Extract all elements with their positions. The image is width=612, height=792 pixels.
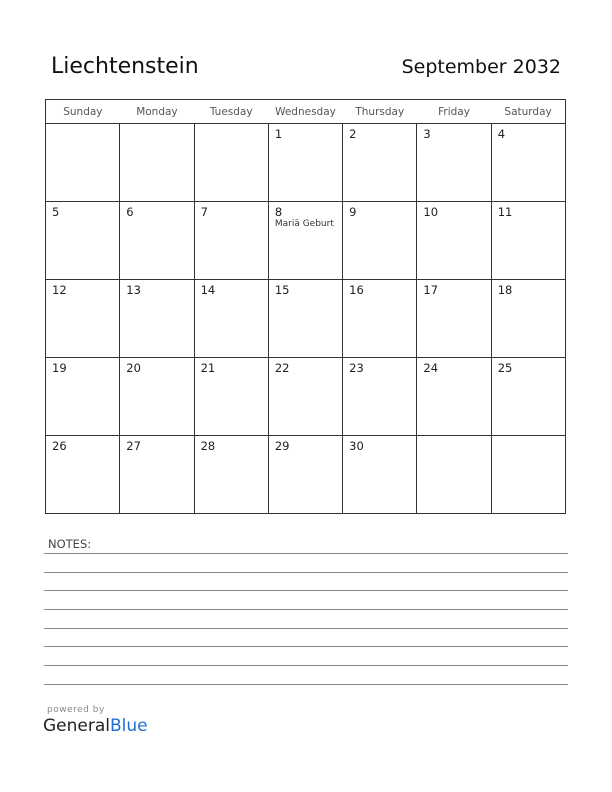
- note-line: [44, 646, 568, 647]
- day-number: 28: [200, 439, 216, 453]
- day-cell: [46, 202, 120, 280]
- country-title: Liechtenstein: [51, 54, 199, 79]
- day-cell: [268, 202, 342, 280]
- note-line: [44, 609, 568, 610]
- day-cell: [194, 436, 268, 514]
- weekday-header: Sunday: [46, 100, 120, 124]
- weekday-header-row: [46, 100, 566, 124]
- day-number: 7: [200, 205, 208, 219]
- note-line: [44, 553, 568, 554]
- day-cell: [194, 358, 268, 436]
- day-cell: [343, 358, 417, 436]
- day-cell: [120, 124, 194, 202]
- day-cell: [417, 124, 491, 202]
- day-cell: [268, 358, 342, 436]
- weekday-header: Monday: [120, 100, 194, 124]
- weekday-header: Thursday: [343, 100, 417, 124]
- week-row: [46, 124, 566, 202]
- day-number: 13: [126, 283, 141, 297]
- day-cell: [268, 124, 342, 202]
- day-number: 4: [497, 127, 506, 141]
- day-cell: [46, 124, 120, 202]
- day-number: 22: [274, 361, 290, 375]
- day-number: 8: [274, 205, 283, 219]
- day-cell: [417, 202, 491, 280]
- day-number: 20: [126, 361, 141, 375]
- day-cell: [46, 436, 120, 514]
- day-cell: [46, 280, 120, 358]
- day-cell: [46, 358, 120, 436]
- weekday-header: Wednesday: [268, 100, 342, 124]
- note-line: [44, 684, 568, 685]
- day-number: 17: [423, 283, 439, 297]
- day-cell: [268, 436, 342, 514]
- day-number: 9: [349, 205, 357, 219]
- day-number: 19: [52, 361, 67, 375]
- holiday-label: Mariä Geburt: [274, 219, 334, 229]
- day-cell: [491, 202, 565, 280]
- day-number: 2: [349, 127, 357, 141]
- day-number: 29: [274, 439, 290, 453]
- day-number: 10: [423, 205, 439, 219]
- day-cell: [491, 124, 565, 202]
- week-row: [46, 436, 566, 514]
- day-number: 27: [126, 439, 141, 453]
- day-cell: [491, 358, 565, 436]
- note-line: [44, 628, 568, 629]
- day-number: 25: [497, 361, 513, 375]
- day-number: 1: [274, 127, 283, 141]
- day-number: 5: [52, 205, 60, 219]
- weekday-header: Tuesday: [194, 100, 268, 124]
- day-cell: [417, 280, 491, 358]
- day-cell: [417, 436, 491, 514]
- month-year-title: September 2032: [401, 56, 561, 78]
- day-number: 14: [200, 283, 216, 297]
- day-cell: [491, 280, 565, 358]
- day-cell: [491, 436, 565, 514]
- week-row: [46, 202, 566, 280]
- note-line: [44, 572, 568, 573]
- note-line: [44, 665, 568, 666]
- weekday-header: Saturday: [491, 100, 565, 124]
- day-number: 23: [349, 361, 364, 375]
- day-number: 12: [52, 283, 67, 297]
- day-number: 16: [349, 283, 364, 297]
- day-cell: [120, 358, 194, 436]
- day-cell: [343, 280, 417, 358]
- week-row: [46, 358, 566, 436]
- week-row: [46, 280, 566, 358]
- day-cell: [120, 280, 194, 358]
- notes-label: NOTES:: [48, 537, 92, 551]
- day-number: 3: [423, 127, 431, 141]
- day-number: 18: [497, 283, 513, 297]
- brand-name-general: General: [43, 716, 110, 736]
- day-number: 21: [200, 361, 216, 375]
- calendar-grid: [45, 99, 566, 514]
- day-number: 6: [126, 205, 134, 219]
- note-line: [44, 590, 568, 591]
- weekday-header: Friday: [417, 100, 491, 124]
- day-cell: [194, 202, 268, 280]
- day-cell: [343, 124, 417, 202]
- day-cell: [268, 280, 342, 358]
- day-cell: [194, 124, 268, 202]
- day-number: 24: [423, 361, 439, 375]
- brand-logo: [43, 716, 148, 736]
- day-cell: [343, 202, 417, 280]
- day-cell: [194, 280, 268, 358]
- day-number: 11: [497, 205, 513, 219]
- day-number: 30: [349, 439, 364, 453]
- day-cell: [343, 436, 417, 514]
- day-number: 26: [52, 439, 67, 453]
- powered-by-text: powered by: [47, 705, 105, 715]
- day-cell: [120, 436, 194, 514]
- brand-name-blue: Blue: [110, 716, 148, 736]
- day-cell: [120, 202, 194, 280]
- day-number: 15: [274, 283, 290, 297]
- day-cell: [417, 358, 491, 436]
